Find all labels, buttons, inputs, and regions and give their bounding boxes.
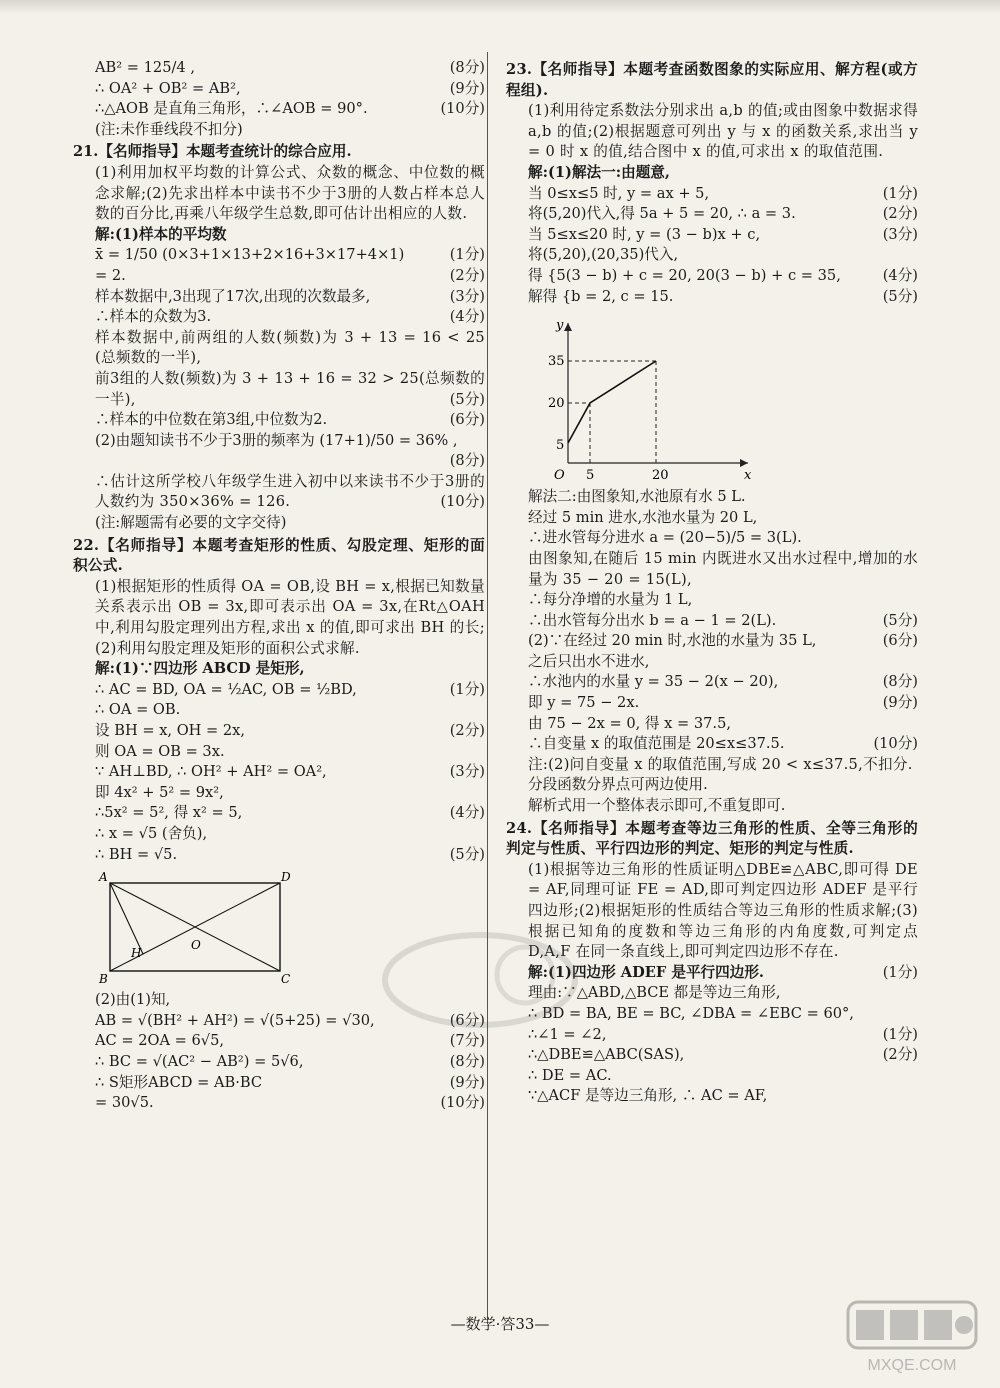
y-axis-arrow bbox=[564, 323, 572, 331]
solution-line bbox=[95, 721, 485, 742]
solution-line bbox=[528, 631, 918, 652]
solution-line bbox=[95, 513, 485, 534]
solution-line bbox=[528, 245, 918, 266]
column-divider bbox=[487, 52, 488, 1324]
solution-line bbox=[528, 1004, 918, 1025]
line-text: ∴ BD = BA, BE = BC, ∠DBA = ∠EBC = 60°, bbox=[528, 1004, 854, 1022]
solution-line bbox=[528, 487, 918, 508]
right-column-part-2 bbox=[506, 487, 918, 1107]
x-axis-label: x bbox=[744, 468, 752, 484]
solution-line bbox=[528, 775, 918, 796]
solution-line bbox=[528, 549, 918, 590]
watermark-logo bbox=[842, 1296, 982, 1376]
solution-line bbox=[95, 120, 485, 141]
score-mark: (8分) bbox=[882, 673, 918, 691]
function-line bbox=[568, 361, 656, 443]
line-text: ∴∠1 = ∠2, bbox=[528, 1025, 607, 1043]
line-text: 当 5≤x≤20 时, y = (3 − b)x + c, bbox=[528, 225, 761, 243]
line-text: 即 y = 75 − 2x. bbox=[528, 694, 640, 712]
line-text: (2)由(1)知, bbox=[95, 991, 171, 1009]
score-mark: (8分) bbox=[449, 452, 485, 470]
label-H: H bbox=[131, 946, 142, 961]
solution-line bbox=[528, 184, 918, 205]
line-text: 由图象知,在随后 15 min 内既进水又出水过程中,增加的水量为 35 − 20 = 15(L), bbox=[528, 549, 918, 588]
line-text: (1)利用待定系数法分别求出 a,b 的值;或由图象中数据求得 a,b 的值;(2)根据题意可列出 y 与 x 的函数关系,求出当 y = 0 时 x 的值,结合图中 x 的值,可求出 x 的取值范围. bbox=[528, 102, 918, 161]
solution-line bbox=[528, 1086, 918, 1107]
line-text: ∴估计这所学校八年级学生进入初中以来读书不少于3册的人数约为 350×36% = 126. bbox=[95, 472, 485, 511]
solution-line bbox=[528, 796, 918, 817]
solution-line bbox=[95, 307, 485, 328]
solution-line bbox=[95, 1093, 485, 1114]
solution-line bbox=[95, 99, 485, 120]
score-mark: (1分) bbox=[449, 246, 485, 264]
label-D: D bbox=[281, 871, 291, 885]
line-text: (1)利用加权平均数的计算公式、众数的概念、中位数的概念求解;(2)先求出样本中读书不少于3册的人数占样本总人数的百分比,再乘八年级学生总数,即可估计出相应的人数. bbox=[95, 163, 485, 223]
line-text: 23.【名师指导】本题考查函数图象的实际应用、解方程(或方程组). bbox=[506, 61, 918, 99]
right-column bbox=[506, 58, 918, 1107]
score-mark: (2分) bbox=[449, 722, 485, 739]
line-text: 将(5,20),(20,35)代入, bbox=[528, 246, 679, 264]
label-O: O bbox=[191, 938, 201, 953]
solution-line bbox=[528, 860, 918, 963]
line-text: 24.【名师指导】本题考查等边三角形的性质、全等三角形的判定与性质、平行四边形的判定、矩形的判定与性质. bbox=[506, 819, 918, 858]
solution-line bbox=[95, 410, 485, 431]
rectangle-diagram bbox=[95, 871, 295, 986]
line-text: 22.【名师指导】本题考查矩形的性质、勾股定理、矩形的面积公式. bbox=[73, 536, 485, 575]
score-mark: (10分) bbox=[440, 1094, 485, 1112]
scan-edge bbox=[0, 0, 1000, 14]
solution-line bbox=[528, 983, 918, 1004]
solution-line bbox=[95, 1052, 485, 1073]
x-tick-20: 20 bbox=[652, 468, 669, 484]
score-mark: (2分) bbox=[882, 1046, 918, 1064]
solution-line bbox=[95, 700, 485, 721]
origin-label: O bbox=[554, 468, 565, 484]
line-text: ∴进水管每分进水 a = (20−5)/5 = 3(L). bbox=[528, 529, 802, 547]
label-C: C bbox=[281, 972, 291, 987]
solution-line bbox=[95, 369, 485, 410]
solution-line bbox=[95, 266, 485, 287]
question-heading bbox=[506, 60, 918, 101]
line-text: ∴ BC = √(AC² − AB²) = 5√6, bbox=[95, 1052, 304, 1070]
solution-line bbox=[95, 762, 485, 783]
solution-line bbox=[528, 693, 918, 714]
score-mark: (1分) bbox=[882, 963, 918, 981]
line-text: 样本数据中,3出现了17次,出现的次数最多, bbox=[95, 287, 371, 305]
line-text: 解得 {b = 2, c = 15. bbox=[528, 287, 674, 305]
score-mark: (7分) bbox=[449, 1032, 485, 1050]
solution-line bbox=[95, 742, 485, 763]
solution-line bbox=[95, 659, 485, 680]
score-mark: (1分) bbox=[449, 680, 485, 698]
line-text: 分段函数分界点可两边使用. bbox=[528, 776, 708, 794]
line-text: = 30√5. bbox=[95, 1094, 154, 1112]
solution-line bbox=[528, 287, 918, 308]
score-mark: (9分) bbox=[449, 79, 485, 97]
line-text: 设 BH = x, OH = 2x, bbox=[95, 722, 246, 739]
line-text: 前3组的人数(频数)为 3 + 13 + 16 = 32 > 25(总频数的一半), bbox=[95, 369, 485, 408]
line-text: 样本数据中,前两组的人数(频数)为 3 + 13 = 16 < 25 (总频数的一半), bbox=[95, 328, 485, 367]
solution-line bbox=[528, 225, 918, 246]
line-text: 之后只出水不进水, bbox=[528, 652, 650, 670]
x-tick-5: 5 bbox=[586, 468, 595, 484]
solution-line bbox=[528, 266, 918, 287]
solution-line bbox=[528, 163, 918, 184]
line-text: x̄ = 1/50 (0×3+1×13+2×16+3×17+4×1) bbox=[95, 246, 405, 264]
solution-line bbox=[528, 611, 918, 632]
score-mark: (5分) bbox=[449, 390, 485, 408]
y-axis-label: y bbox=[556, 318, 564, 334]
solution-line bbox=[95, 803, 485, 824]
line-text: ∴ OA² + OB² = AB², bbox=[95, 79, 241, 97]
solution-line bbox=[528, 714, 918, 735]
line-text: ∴出水管每分出水 b = a − 1 = 2(L). bbox=[528, 611, 777, 629]
label-A: A bbox=[99, 871, 108, 885]
score-mark: (8分) bbox=[449, 59, 485, 76]
line-text: ∴ DE = AC. bbox=[528, 1066, 612, 1084]
solution-line bbox=[95, 79, 485, 100]
score-mark: (6分) bbox=[449, 1011, 485, 1029]
line-text: 得 {5(3 − b) + c = 20, 20(3 − b) + c = 35, bbox=[528, 266, 841, 284]
solution-line bbox=[95, 451, 485, 472]
solution-line bbox=[528, 590, 918, 611]
solution-line bbox=[95, 680, 485, 701]
line-text: ∴样本的中位数在第3组,中位数为2. bbox=[95, 411, 328, 429]
y-tick-5: 5 bbox=[556, 438, 565, 454]
score-mark: (4分) bbox=[882, 266, 918, 284]
line-text: 由 75 − 2x = 0, 得 x = 37.5, bbox=[528, 714, 731, 732]
solution-line bbox=[95, 58, 485, 79]
score-mark: (4分) bbox=[449, 308, 485, 326]
solution-line bbox=[95, 783, 485, 804]
score-mark: (9分) bbox=[882, 694, 918, 712]
solution-line bbox=[95, 431, 485, 452]
line-text: ∴ BH = √5. bbox=[95, 845, 178, 863]
score-mark: (3分) bbox=[882, 225, 918, 243]
line-text: 经过 5 min 进水,水池水量为 20 L, bbox=[528, 508, 758, 526]
right-column-part-1 bbox=[506, 60, 918, 307]
question-heading bbox=[73, 536, 485, 577]
line-text: 当 0≤x≤5 时, y = ax + 5, bbox=[528, 184, 710, 202]
score-mark: (1分) bbox=[882, 184, 918, 202]
line-text: 解:(1)四边形 ADEF 是平行四边形. bbox=[528, 963, 764, 981]
line-text: 解:(1)∵四边形 ABCD 是矩形, bbox=[95, 660, 305, 678]
line-text: 则 OA = OB = 3x. bbox=[95, 742, 225, 760]
solution-line bbox=[528, 204, 918, 225]
line-text: 解:(1)解法一:由题意, bbox=[528, 163, 670, 181]
line-text: ∴自变量 x 的取值范围是 20≤x≤37.5. bbox=[528, 735, 785, 753]
score-mark: (8分) bbox=[449, 1052, 485, 1070]
score-mark: (6分) bbox=[882, 632, 918, 650]
solution-line bbox=[528, 755, 918, 776]
solution-line bbox=[95, 472, 485, 513]
question-heading bbox=[506, 819, 918, 860]
page-footer: —数学·答33— bbox=[450, 1315, 550, 1333]
y-tick-35: 35 bbox=[548, 354, 565, 370]
solution-line bbox=[528, 1045, 918, 1066]
score-mark: (1分) bbox=[882, 1025, 918, 1043]
y-tick-20: 20 bbox=[548, 396, 565, 412]
question-heading bbox=[73, 142, 485, 163]
line-text: AC = 2OA = 6√5, bbox=[95, 1032, 225, 1050]
line-text: ∴△DBE≌△ABC(SAS), bbox=[528, 1046, 685, 1064]
solution-line bbox=[95, 1073, 485, 1094]
score-mark: (3分) bbox=[449, 763, 485, 781]
score-mark: (5分) bbox=[882, 287, 918, 305]
line-text: 21.【名师指导】本题考查统计的综合应用. bbox=[73, 143, 352, 161]
line-text: ∴每分净增的水量为 1 L, bbox=[528, 591, 693, 609]
score-mark: (6分) bbox=[449, 411, 485, 429]
line-text: ∴△AOB 是直角三角形，∴∠AOB = 90°. bbox=[95, 100, 368, 118]
solution-line bbox=[528, 508, 918, 529]
solution-line bbox=[95, 845, 485, 866]
solution-line bbox=[528, 652, 918, 673]
water-volume-graph bbox=[528, 313, 758, 483]
score-mark: (10分) bbox=[873, 735, 918, 753]
line-text: ∴ AC = BD, OA = ½AC, OB = ½BD, bbox=[95, 680, 357, 698]
solution-line bbox=[95, 824, 485, 845]
solution-line bbox=[528, 734, 918, 755]
line-text: ∴5x² = 5², 得 x² = 5, bbox=[95, 804, 243, 822]
score-mark: (5分) bbox=[882, 611, 918, 629]
score-mark: (3分) bbox=[449, 287, 485, 305]
background-stamp bbox=[375, 925, 585, 1035]
score-mark: (5分) bbox=[449, 845, 485, 863]
solution-line bbox=[95, 163, 485, 225]
line-text: ∴ S矩形ABCD = AB·BC bbox=[95, 1073, 263, 1091]
line-text: (1)根据矩形的性质得 OA = OB,设 BH = x,根据已知数量关系表示出 OB = 3x,即可表示出 OA = 3x,在Rt△OAH中,利用勾股定理列出方程,求出 x 的值,即可求出 BH 的长;(2)利用勾股定理及矩形的面积公式求解. bbox=[95, 577, 485, 657]
line-text: 注:(2)问自变量 x 的取值范围,写成 20 < x≤37.5,不扣分. bbox=[528, 755, 913, 773]
line-text: ∵ AH⊥BD, ∴ OH² + AH² = OA², bbox=[95, 763, 327, 781]
score-mark: (2分) bbox=[882, 205, 918, 223]
line-text: (注:解题需有必要的文字交待) bbox=[95, 514, 287, 532]
line-text: (2)由题知读书不少于3册的频率为 (17+1)/50 = 36% , bbox=[95, 431, 458, 449]
line-text: 解:(1)样本的平均数 bbox=[95, 225, 227, 243]
line-text: ∴ OA = OB. bbox=[95, 701, 181, 719]
score-mark: (10分) bbox=[440, 493, 485, 511]
line-text: 将(5,20)代入,得 5a + 5 = 20, ∴ a = 3. bbox=[528, 205, 796, 223]
solution-line bbox=[95, 577, 485, 659]
line-text: 理由:∵△ABD,△BCE 都是等边三角形, bbox=[528, 984, 781, 1002]
line-text: (2)∵在经过 20 min 时,水池的水量为 35 L, bbox=[528, 632, 817, 650]
line-text: 解析式用一个整体表示即可,不重复即可. bbox=[528, 797, 786, 815]
line-text: (注:未作垂线段不扣分) bbox=[95, 120, 243, 138]
line-text: (1)根据等边三角形的性质证明△DBE≌△ABC,即可得 DE = AF,同理可证 FE = AD,即可判定四边形 ADEF 是平行四边形;(2)根据矩形的性质结合等边三角形的性质求解;(3)根据已知角的度数和等边三角形的内角度数,可判定点 D,A,F 在同一条直线上,即可判定四边形不存在. bbox=[528, 860, 918, 961]
label-B: B bbox=[99, 972, 108, 987]
line-text: = 2. bbox=[95, 266, 126, 284]
line-text: AB = √(BH² + AH²) = √(5+25) = √30, bbox=[95, 1011, 375, 1029]
solution-line bbox=[528, 672, 918, 693]
score-mark: (10分) bbox=[440, 100, 485, 118]
solution-line bbox=[528, 101, 918, 163]
solution-line bbox=[528, 963, 918, 984]
line-text: 解法二:由图象知,水池原有水 5 L. bbox=[528, 488, 746, 506]
line-text: ∴水池内的水量 y = 35 − 2(x − 20), bbox=[528, 673, 779, 691]
solution-line bbox=[95, 245, 485, 266]
solution-line bbox=[95, 328, 485, 369]
solution-line bbox=[528, 528, 918, 549]
watermark-icon bbox=[842, 1296, 982, 1376]
line-text: ∴样本的众数为3. bbox=[95, 308, 212, 326]
solution-line bbox=[95, 225, 485, 246]
solution-line bbox=[528, 1025, 918, 1046]
line-text: ∵△ACF 是等边三角形, ∴ AC = AF, bbox=[528, 1087, 768, 1105]
solution-line bbox=[95, 287, 485, 308]
line-text: ∴ x = √5 (舍负), bbox=[95, 824, 208, 842]
solution-line bbox=[528, 1066, 918, 1087]
watermark-text: MXQE.COM bbox=[867, 1357, 957, 1374]
score-mark: (4分) bbox=[449, 804, 485, 822]
score-mark: (2分) bbox=[449, 266, 485, 284]
x-axis-arrow bbox=[740, 459, 748, 467]
line-text: 即 4x² + 5² = 9x², bbox=[95, 783, 224, 801]
line-text: AB² = 125/4 , bbox=[95, 59, 195, 76]
score-mark: (9分) bbox=[449, 1073, 485, 1091]
